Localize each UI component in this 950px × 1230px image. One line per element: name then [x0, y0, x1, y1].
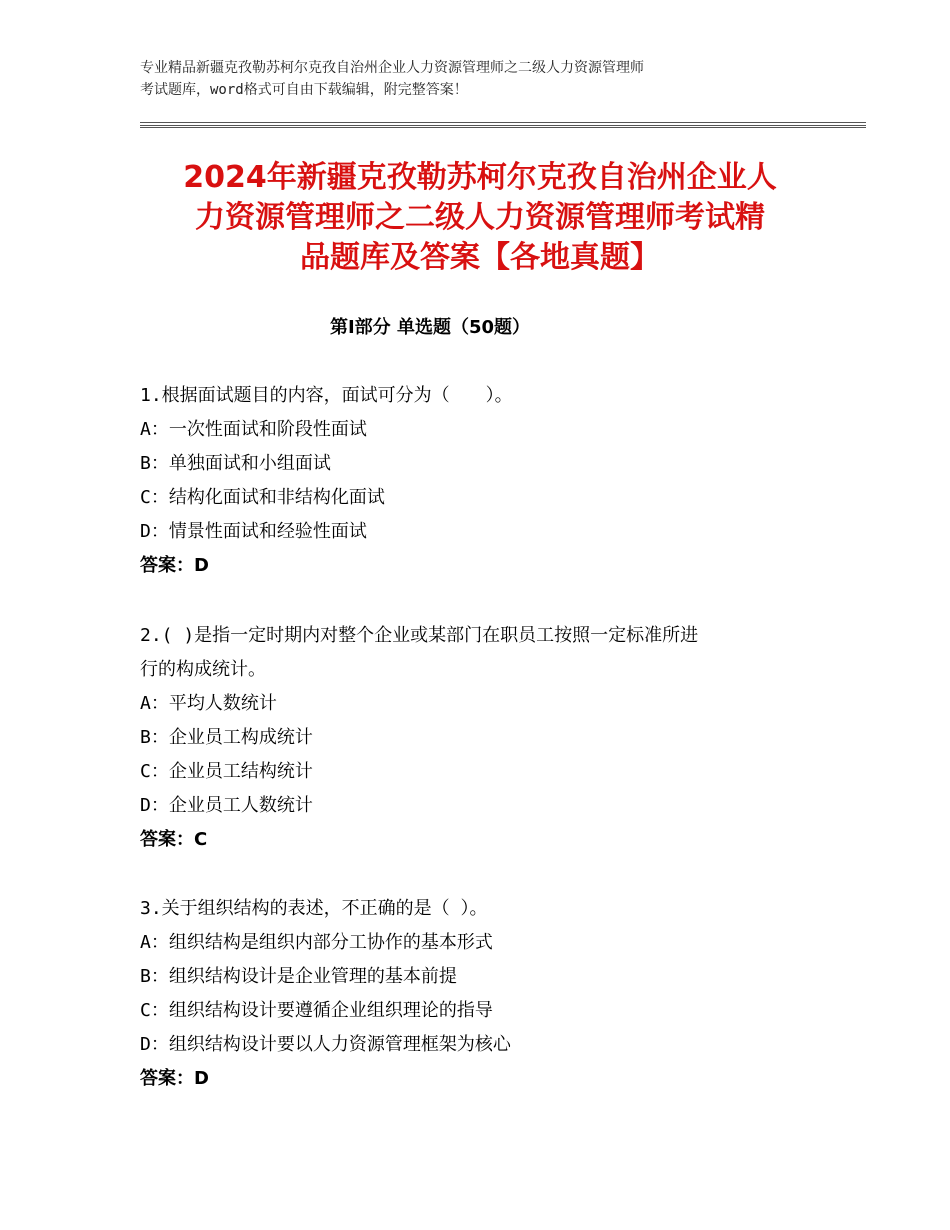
option-a: A：一次性面试和阶段性面试 — [140, 419, 367, 440]
option-a: A：平均人数统计 — [140, 693, 277, 714]
document-title — [140, 158, 820, 278]
question-stem: 3.关于组织结构的表述，不正确的是（ ）。 — [140, 898, 488, 919]
question-3 — [140, 892, 830, 1096]
question-stem: 1.根据面试题目的内容，面试可分为（ ）。 — [140, 385, 513, 406]
header-divider — [140, 127, 866, 128]
header-divider — [140, 122, 866, 123]
option-b: B：单独面试和小组面试 — [140, 453, 331, 474]
header-note-line: 考试题库，word格式可自由下载编辑，附完整答案！ — [140, 82, 468, 98]
option-d: D：组织结构设计要以人力资源管理框架为核心 — [140, 1034, 511, 1055]
question-1 — [140, 379, 830, 583]
header-divider — [140, 125, 866, 126]
question-stem: 2.( )是指一定时期内对整个企业或某部门在职员工按照一定标准所进 — [140, 625, 699, 646]
option-b: B：组织结构设计是企业管理的基本前提 — [140, 966, 457, 987]
option-c: C：组织结构设计要遵循企业组织理论的指导 — [140, 1000, 493, 1021]
answer: 答案：D — [140, 555, 209, 576]
answer: 答案：D — [140, 1068, 209, 1089]
question-2 — [140, 619, 830, 857]
option-d: D：企业员工人数统计 — [140, 795, 313, 816]
option-d: D：情景性面试和经验性面试 — [140, 521, 367, 542]
answer: 答案：C — [140, 829, 208, 850]
part-heading: 第Ⅰ部分 单选题（50题） — [329, 317, 530, 338]
option-c: C：企业员工结构统计 — [140, 761, 313, 782]
title-line: 品题库及答案【各地真题】 — [300, 240, 660, 275]
header-note — [140, 57, 830, 101]
title-line: 2024年新疆克孜勒苏柯尔克孜自治州企业人 — [183, 160, 777, 195]
option-a: A：组织结构是组织内部分工协作的基本形式 — [140, 932, 493, 953]
option-b: B：企业员工构成统计 — [140, 727, 313, 748]
title-line: 力资源管理师之二级人力资源管理师考试精 — [195, 200, 765, 235]
option-c: C：结构化面试和非结构化面试 — [140, 487, 385, 508]
question-stem-continued: 行的构成统计。 — [140, 659, 266, 680]
header-note-line: 专业精品新疆克孜勒苏柯尔克孜自治州企业人力资源管理师之二级人力资源管理师 — [140, 60, 644, 76]
